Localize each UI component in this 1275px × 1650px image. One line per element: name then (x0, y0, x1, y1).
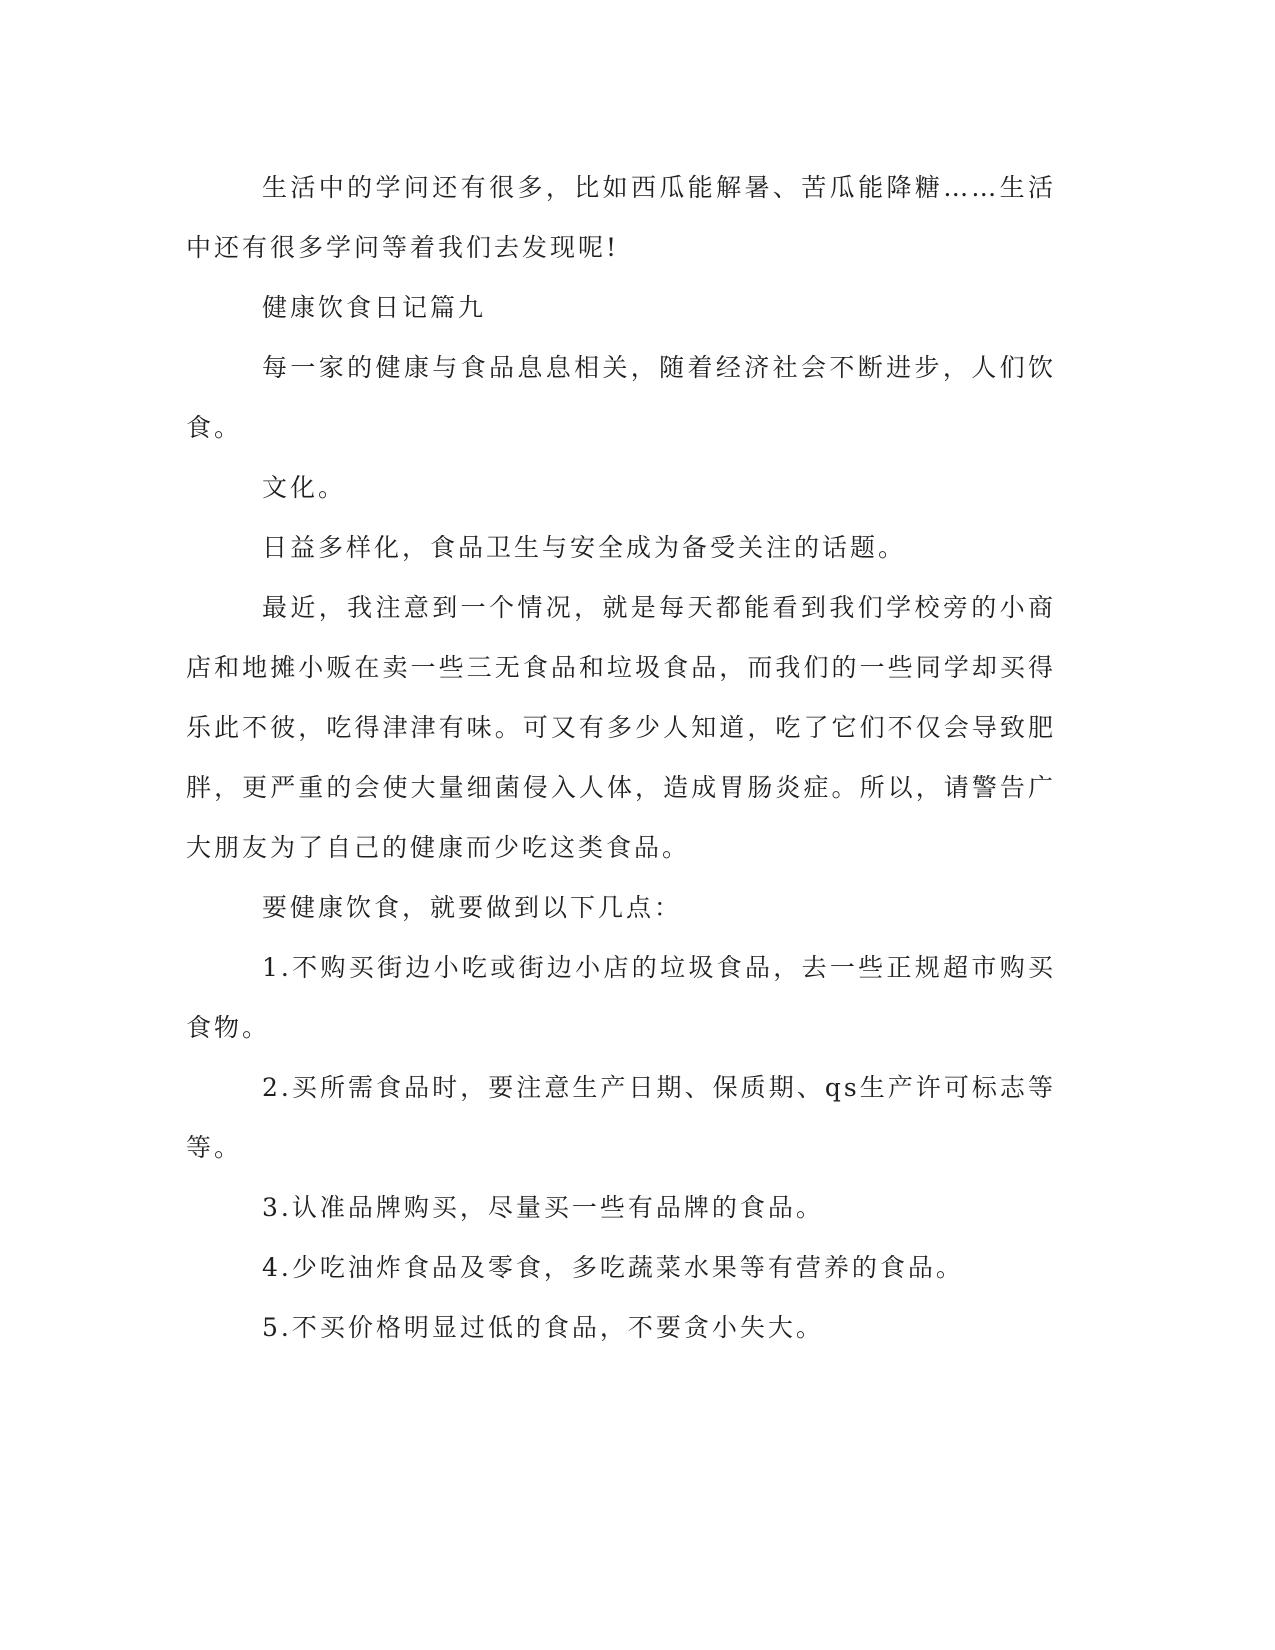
section-heading: 健康饮食日记篇九 (262, 293, 487, 322)
paragraph-observation: 最近，我注意到一个情况，就是每天都能看到我们学校旁的小商店和地摊小贩在卖一些三无食品和垃圾食品，而我们的一些同学却买得乐此不彼，吃得津津有味。可又有多少人知道，吃了它们不仅会导致肥胖，更严重的会使大量细菌侵入人体，造成胃肠炎症。所以，请警告广大朋友为了自己的健康而少吃这类食品。 (186, 593, 1056, 862)
list-item: 2.买所需食品时，要注意生产日期、保质期、qs生产许可标志等等。 (186, 1073, 1056, 1162)
paragraph-culture: 文化。 (262, 473, 347, 502)
paragraph-intro: 生活中的学问还有很多，比如西瓜能解暑、苦瓜能降糖……生活中还有很多学问等着我们去发现呢! (186, 173, 1056, 262)
list-item: 4.少吃油炸食品及零食，多吃蔬菜水果等有营养的食品。 (262, 1253, 964, 1282)
list-item: 3.认准品牌购买，尽量买一些有品牌的食品。 (262, 1193, 824, 1222)
paragraph-guidelines-intro: 要健康饮食，就要做到以下几点： (262, 893, 683, 922)
paragraph-health-food: 每一家的健康与食品息息相关，随着经济社会不断进步，人们饮食。 (186, 353, 1056, 442)
document-body (186, 158, 1056, 1358)
list-item: 5.不买价格明显过低的食品，不要贪小失大。 (262, 1313, 824, 1342)
paragraph-diversity: 日益多样化，食品卫生与安全成为备受关注的话题。 (262, 533, 907, 562)
list-item: 1.不购买街边小吃或街边小店的垃圾食品，去一些正规超市购买食物。 (186, 953, 1056, 1042)
